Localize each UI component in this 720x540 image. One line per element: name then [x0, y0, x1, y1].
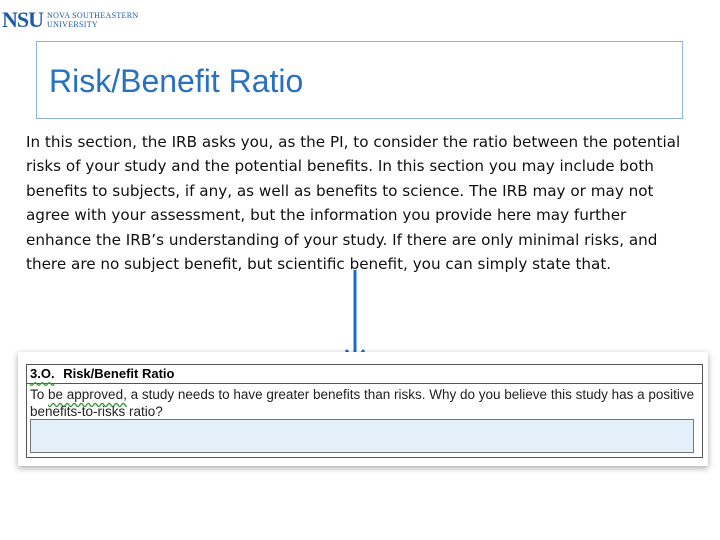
form-question-text — [27, 384, 702, 420]
form-section-panel — [26, 364, 703, 458]
title-box — [36, 41, 683, 119]
section-title: Risk/Benefit Ratio — [63, 366, 175, 381]
question-squiggle: be approved, — [48, 387, 127, 402]
slide-title: Risk/Benefit Ratio — [49, 63, 304, 99]
logo-mark: NSU — [2, 7, 44, 32]
logo-line-1: NOVA SOUTHEASTERN — [47, 11, 139, 20]
answer-textarea[interactable] — [30, 419, 694, 453]
slide-body-text: In this section, the IRB asks you, as the PI, to consider the ratio between the potential risks of your study and the potential benefits. In this section you may include both benefits to subjects, if any, as well as benefits to science. The IRB may or may not agree with your assessment, but the information you provide here may further enhance the IRB’s understanding of your study. If there are only minimal risks, and there are no subject benefit, but scientific benefit, you can simply state that. — [26, 133, 681, 274]
form-section-header — [27, 365, 702, 384]
logo-line-2: UNIVERSITY — [47, 20, 99, 29]
question-start: To — [30, 387, 49, 402]
section-number: 3.O. — [30, 366, 55, 381]
nsu-logo — [0, 8, 138, 32]
logo-text — [47, 11, 138, 29]
question-rest: a study needs to have greater benefits than risks. Why do you believe this study has a positive benefits-to-risks ratio? — [30, 387, 695, 419]
